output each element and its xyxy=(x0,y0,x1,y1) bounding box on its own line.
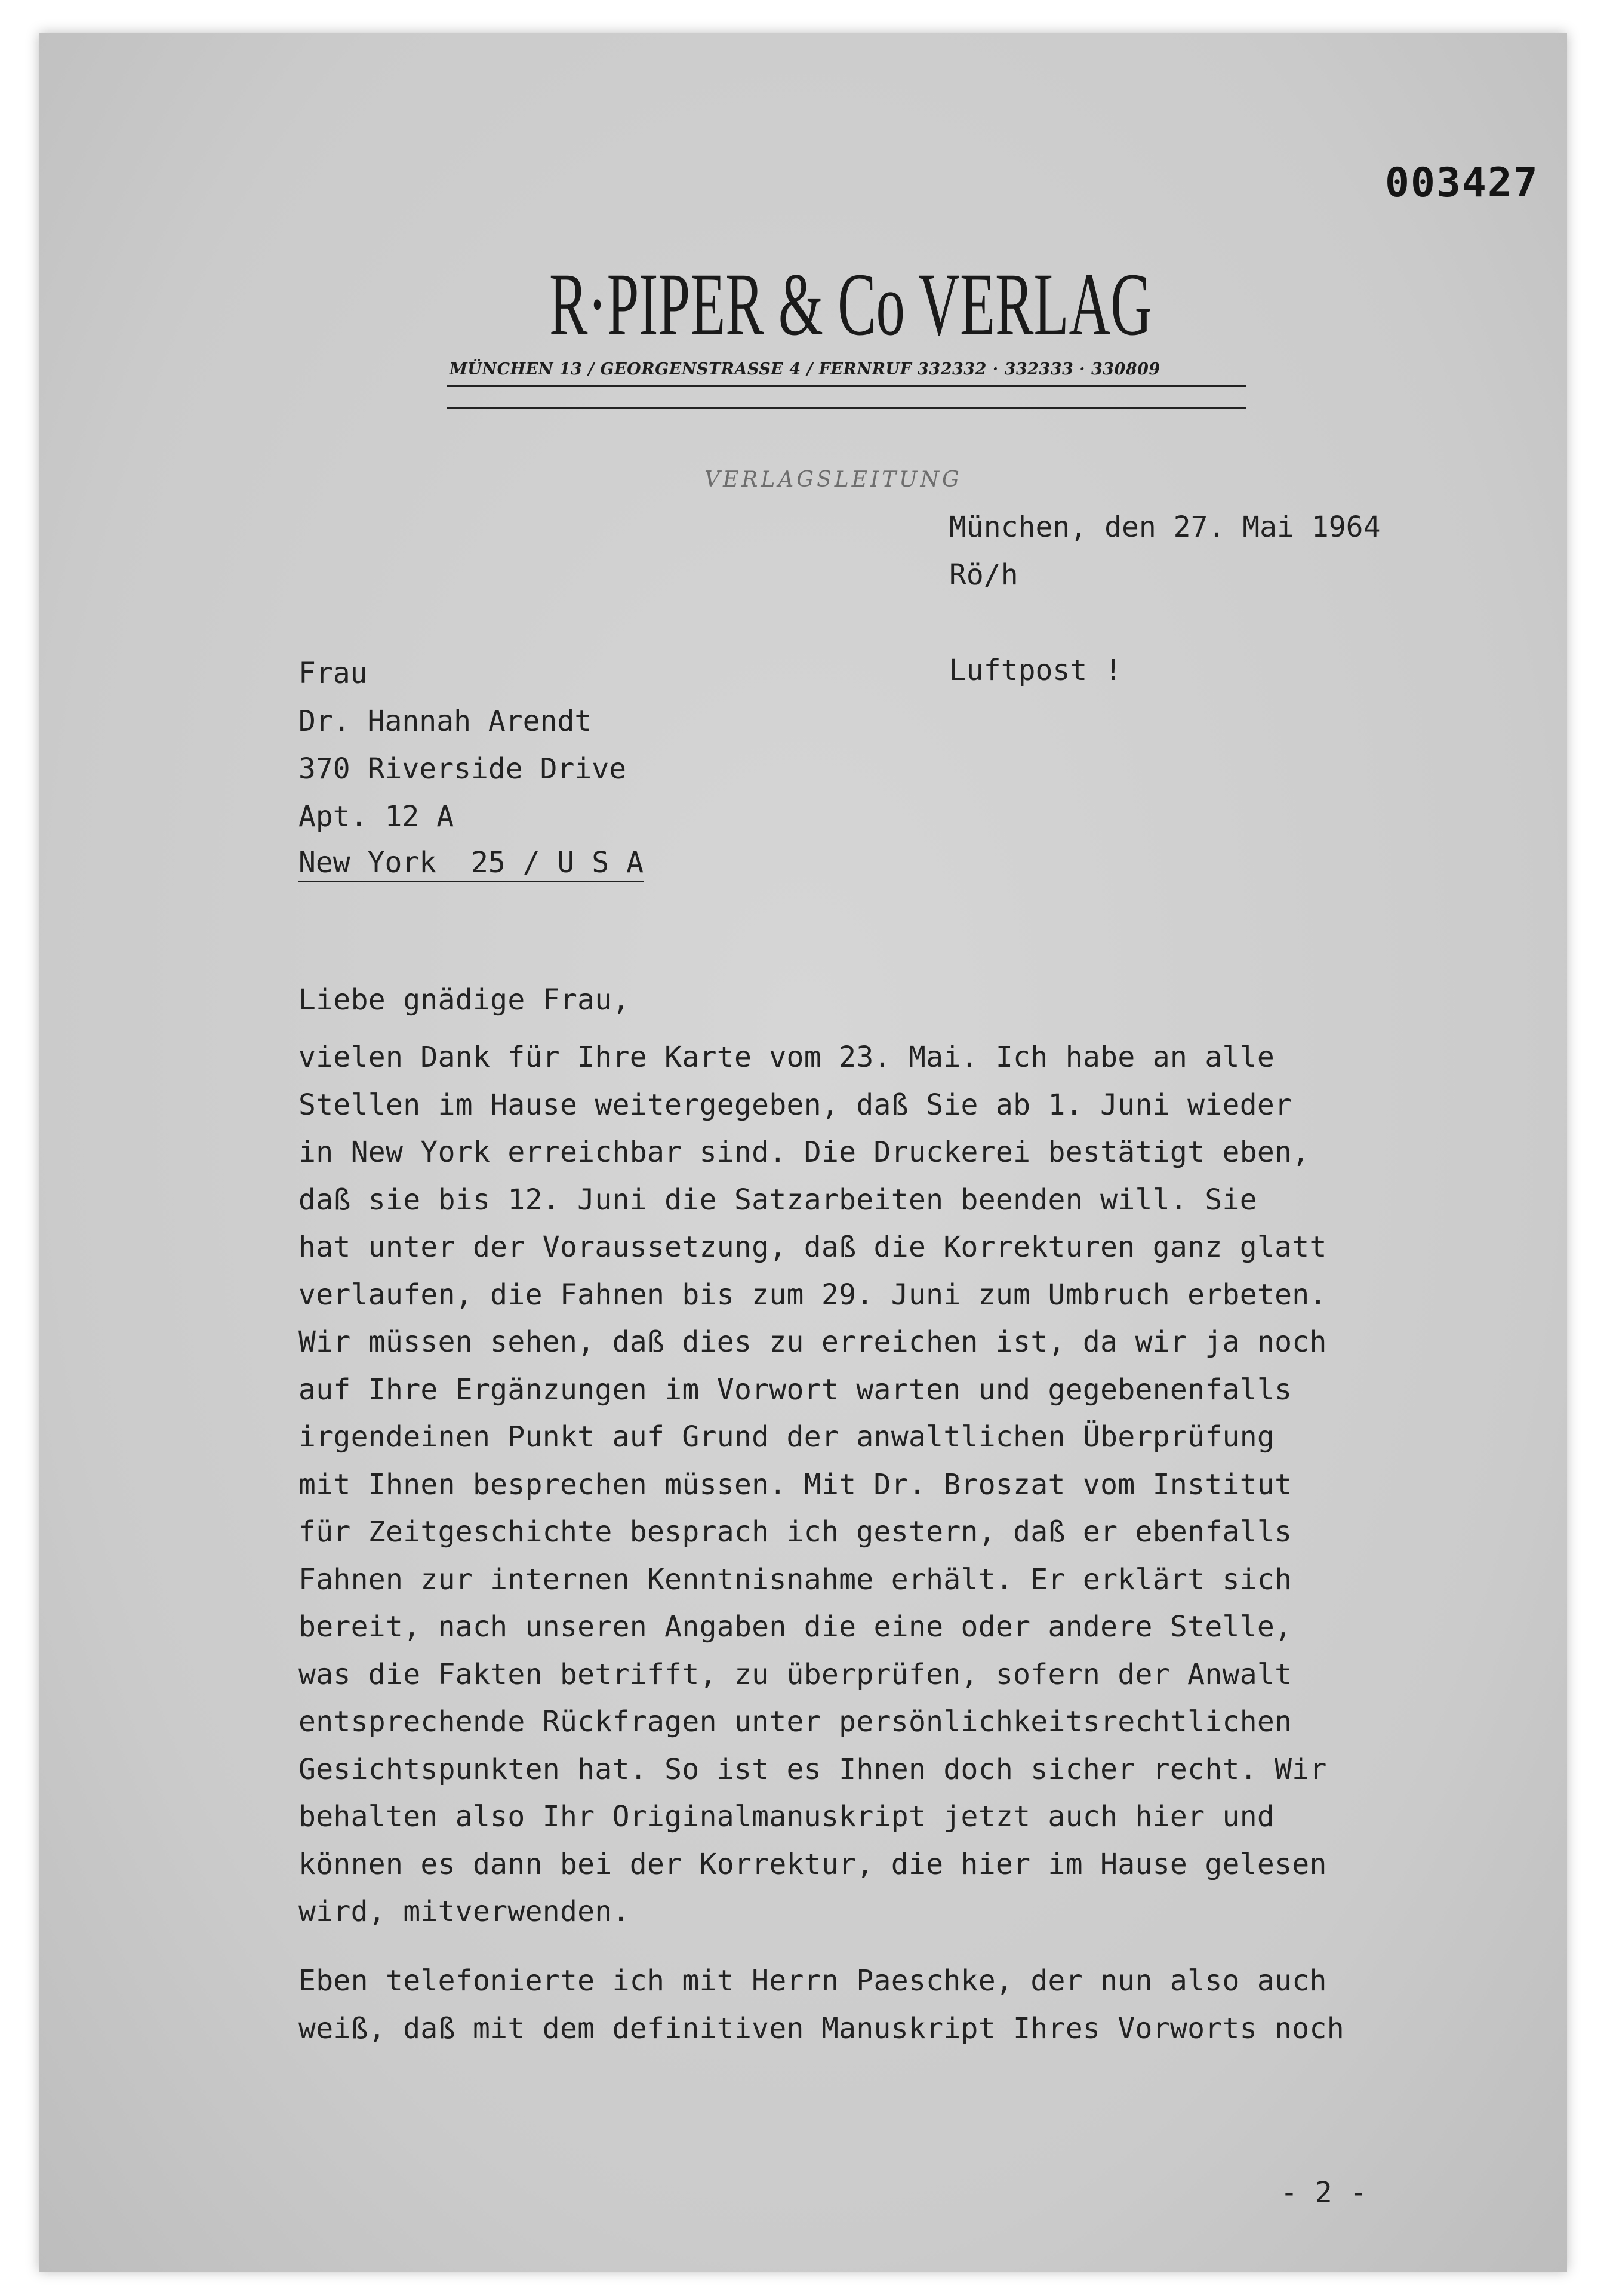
place-date: München, den 27. Mai 1964 xyxy=(949,510,1381,544)
body-line: Stellen im Hause weitergegeben, daß Sie ab 1. Juni wieder xyxy=(298,1088,1292,1122)
logo-text: R·PIPER & Co VERLAG xyxy=(549,255,1152,354)
document-number: 003427 xyxy=(1385,159,1539,207)
body-line: was die Fakten betrifft, zu überprüfen, sofern der Anwalt xyxy=(298,1658,1292,1691)
letterhead-rule xyxy=(447,385,1246,387)
body-line: entsprechende Rückfragen unter persönlichkeitsrechtlichen xyxy=(298,1705,1292,1738)
letterhead-address: MÜNCHEN 13 / GEORGENSTRASSE 4 / FERNRUF 332332 · 332333 · 330809 xyxy=(450,360,1160,378)
letter-page xyxy=(39,33,1567,2272)
salutation: Liebe gnädige Frau, xyxy=(298,983,630,1017)
body-line: daß sie bis 12. Juni die Satzarbeiten beenden will. Sie xyxy=(298,1183,1257,1217)
recipient-city: New York 25 / U S A xyxy=(298,846,644,882)
body-line: mit Ihnen besprechen müssen. Mit Dr. Broszat vom Institut xyxy=(298,1468,1292,1501)
delivery-note: Luftpost ! xyxy=(949,654,1122,687)
body-line: Gesichtspunkten hat. So ist es Ihnen doch sicher recht. Wir xyxy=(298,1753,1327,1786)
body-line: Wir müssen sehen, daß dies zu erreichen ist, da wir ja noch xyxy=(298,1325,1327,1359)
body-line: in New York erreichbar sind. Die Druckerei bestätigt eben, xyxy=(298,1135,1310,1169)
body-line: bereit, nach unseren Angaben die eine oder andere Stelle, xyxy=(298,1610,1292,1643)
body-line: Fahnen zur internen Kenntnisnahme erhält. Er erklärt sich xyxy=(298,1563,1292,1596)
body-line: für Zeitgeschichte besprach ich gestern, daß er ebenfalls xyxy=(298,1515,1292,1549)
recipient-name: Dr. Hannah Arendt xyxy=(298,704,592,738)
body-line: wird, mitverwenden. xyxy=(298,1895,630,1928)
body-line: verlaufen, die Fahnen bis zum 29. Juni zum Umbruch erbeten. xyxy=(298,1278,1327,1312)
recipient-street: 370 Riverside Drive xyxy=(298,752,627,786)
recipient-apartment: Apt. 12 A xyxy=(298,800,454,833)
department-label: VERLAGSLEITUNG xyxy=(704,467,962,492)
body-line: hat unter der Voraussetzung, daß die Korrekturen ganz glatt xyxy=(298,1230,1327,1264)
body-line: auf Ihre Ergänzungen im Vorwort warten und gegebenenfalls xyxy=(298,1373,1292,1406)
publisher-logo xyxy=(549,239,1152,358)
body-line: können es dann bei der Korrektur, die hier im Hause gelesen xyxy=(298,1848,1327,1881)
recipient-title: Frau xyxy=(298,657,368,690)
body-line: vielen Dank für Ihre Karte vom 23. Mai. Ich habe an alle xyxy=(298,1041,1275,1074)
reference-initials: Rö/h xyxy=(949,558,1018,592)
body-line: irgendeinen Punkt auf Grund der anwaltlichen Überprüfung xyxy=(298,1420,1275,1454)
page-marker: - 2 - xyxy=(1280,2176,1367,2209)
body-line: weiß, daß mit dem definitiven Manuskript Ihres Vorworts noch xyxy=(298,2012,1344,2045)
body-line: Eben telefonierte ich mit Herrn Paeschke, der nun also auch xyxy=(298,1964,1327,1998)
body-line: behalten also Ihr Originalmanuskript jetzt auch hier und xyxy=(298,1800,1275,1833)
letterhead-rule-lower xyxy=(447,407,1246,409)
